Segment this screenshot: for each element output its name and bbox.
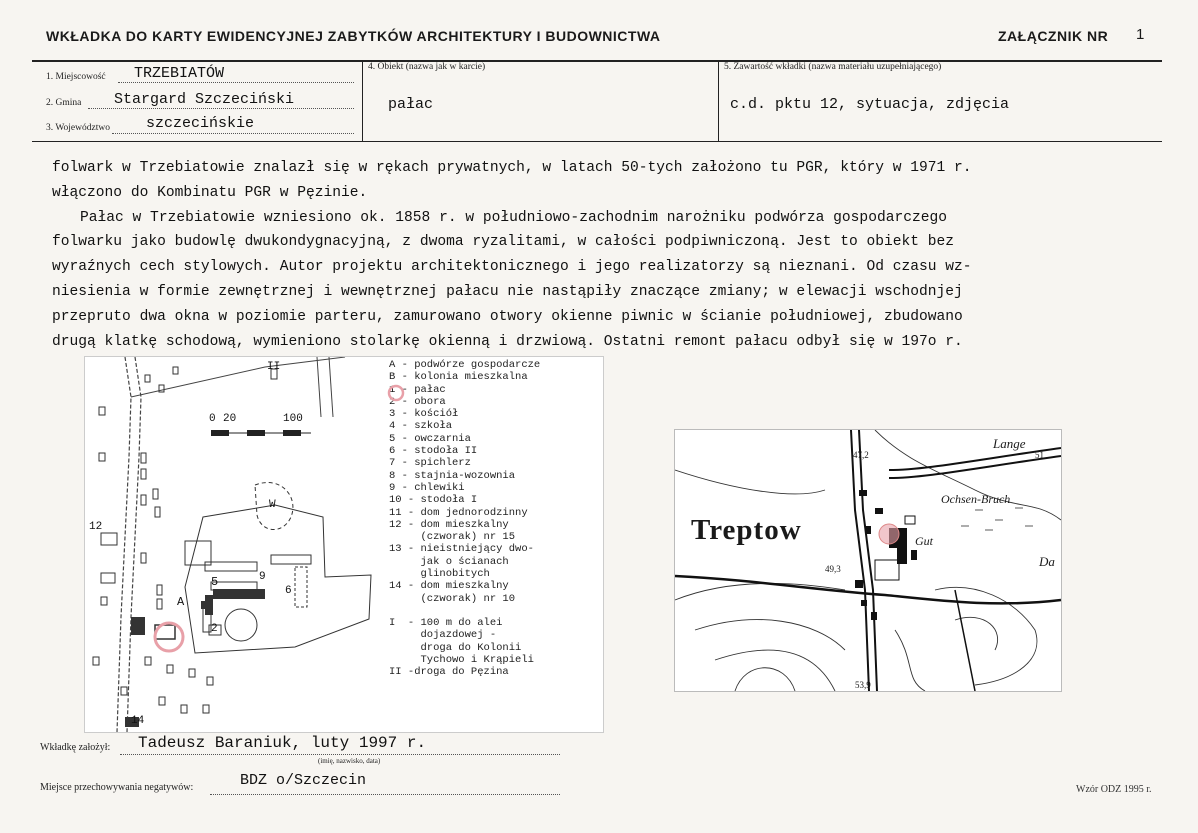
wojewodztwo-value: szczecińskie <box>146 115 255 132</box>
scale-label-20: 20 <box>223 413 237 425</box>
wojewodztwo-dots <box>112 133 354 134</box>
miejscowosc-dots <box>118 82 354 83</box>
miejscowosc-label: 1. Miejscowość <box>46 72 106 82</box>
legend-item: A - podwórze gospodarcze <box>389 359 541 371</box>
plan-mark-14: 14 <box>131 715 145 727</box>
plan-mark-6: 6 <box>285 585 292 597</box>
negatywy-dots <box>210 794 560 795</box>
form-version: Wzór ODZ 1995 r. <box>1076 784 1152 795</box>
plan-mark-9: 9 <box>259 571 266 583</box>
topo-gut-label: Gut <box>915 534 933 548</box>
legend-item: jak o ścianach <box>389 555 509 568</box>
attachment-number: 1 <box>1136 26 1145 43</box>
legend-item: 1 - pałac <box>389 383 446 396</box>
legend-item: 13 - nieistniejący dwo- <box>389 543 534 556</box>
legend-item: 6 - stodoła II <box>389 445 478 458</box>
legend-item <box>389 605 540 617</box>
legend-item: dojazdowej - <box>389 629 497 642</box>
header-rule <box>32 60 1162 62</box>
legend-item: (czworak) nr 10 <box>389 592 516 605</box>
topo-town-label: Treptow <box>691 514 802 546</box>
fields-bottom-rule <box>32 141 1162 142</box>
gmina-dots <box>88 108 354 109</box>
fields-divider-1 <box>362 61 363 141</box>
zalozyl-value: Tadeusz Baraniuk, luty 1997 r. <box>138 734 427 752</box>
legend-item: Tychowo i Krąpieli <box>389 653 534 666</box>
gmina-value: Stargard Szczeciński <box>114 91 295 108</box>
scale-label-0: 0 <box>209 413 216 425</box>
description-paragraph-2: Pałac w Trzebiatowie wzniesiono ok. 1858 r. w południowo-zachodnim narożniku podwórza gospodarczego folwarku jako budowlę dwukondygnacyjną, z dwoma ryzalitami, w całości podpiwniczoną. Jest to obiekt bez wyraźnych cech stylowych. Autor projektu architektonicznego i jego realizatorzy są nieznani. Od czasu wz- niesienia w formie zewnętrznej i wewnętrznej pałacu nie nastąpiły znaczące zmiany; w elewacji wschodnjej przepruto dwa okna w poziomie parteru, zamurowano otwory okienne piwnic w ścianie południowej, zbudowano drugą klatkę schodową, wymieniono stolarkę okienną i drzwiową. Ostatni remont pałacu odbył się w 197o r. <box>52 209 972 350</box>
topo-height-3: 53,9 <box>855 680 871 690</box>
zawartosc-value: c.d. pktu 12, sytuacja, zdjęcia <box>730 96 1010 113</box>
miejscowosc-value: TRZEBIATÓW <box>134 65 225 82</box>
legend-item: 5 - owczarnia <box>389 432 471 445</box>
legend-item: 2 - obora <box>389 395 446 408</box>
topo-ochsen-label: Ochsen-Bruch <box>941 492 1011 506</box>
legend-item: glinobitych <box>389 568 490 581</box>
attachment-label: ZAŁĄCZNIK NR <box>998 28 1109 44</box>
plan-mark-w: W <box>269 499 276 511</box>
plan-mark-a: A <box>177 595 185 609</box>
description-paragraph-1: folwark w Trzebiatowie znalazł się w rękach prywatnych, w latach 50-tych założono tu PGR, który w 1971 r. włączono do Kombinatu PGR w Pęzinie. <box>52 160 972 201</box>
obiekt-label: 4. Obiekt (nazwa jak w karcie) <box>368 62 486 72</box>
legend-item: droga do Kolonii <box>389 641 522 654</box>
legend-highlight <box>387 384 407 404</box>
fields-divider-2 <box>718 61 719 141</box>
legend-item: 10 - stodoła I <box>389 494 478 507</box>
form-title: WKŁADKA DO KARTY EWIDENCYJNEJ ZABYTKÓW ARCHITEKTURY I BUDOWNICTWA <box>46 28 661 44</box>
plan-legend <box>389 359 540 678</box>
plan-mark-5: 5 <box>211 575 219 589</box>
legend-item: 9 - chlewiki <box>389 481 465 494</box>
description-text <box>52 156 1132 354</box>
legend-item: 7 - spichlerz <box>389 457 471 470</box>
plan-mark-ii: II <box>267 361 281 373</box>
negatywy-value: BDZ o/Szczecin <box>240 772 367 789</box>
topographic-map-drawing <box>675 430 1061 691</box>
legend-item: 11 - dom jednorodzinny <box>389 506 528 519</box>
topographic-map <box>674 429 1062 692</box>
plan-mark-2: 2 <box>211 623 218 635</box>
topo-height-1: 47,2 <box>853 450 869 460</box>
obiekt-value: pałac <box>388 96 434 113</box>
wojewodztwo-label: 3. Województwo <box>46 123 110 133</box>
zalozyl-hint: (imię, nazwisko, data) <box>318 757 381 765</box>
legend-item: 12 - dom mieszkalny <box>389 518 509 531</box>
negatywy-label: Miejsce przechowywania negatywów: <box>40 782 194 793</box>
legend-item: I - 100 m do alei <box>389 616 503 629</box>
topo-height-4: 51 <box>1035 450 1044 460</box>
topo-height-2: 49,3 <box>825 564 841 574</box>
scale-label-100: 100 <box>283 413 303 425</box>
legend-item: 8 - stajnia-wozownia <box>389 469 516 482</box>
site-plan <box>84 356 604 733</box>
legend-item: B - kolonia mieszkalna <box>389 371 528 384</box>
zalozyl-label: Wkładkę założył: <box>40 742 111 753</box>
zalozyl-dots <box>120 754 560 755</box>
plan-mark-12: 12 <box>89 521 103 533</box>
legend-item: 3 - kościół <box>389 408 459 421</box>
legend-item: (czworak) nr 15 <box>389 531 516 544</box>
topo-da-label: Da <box>1039 554 1055 569</box>
topo-lange-label: Lange <box>993 436 1026 451</box>
gmina-label: 2. Gmina <box>46 98 82 108</box>
legend-item: 14 - dom mieszkalny <box>389 580 509 593</box>
zawartosc-label: 5. Zawartość wkładki (nazwa materiału uzupełniającego) <box>724 62 942 72</box>
legend-item: 4 - szkoła <box>389 420 453 433</box>
legend-item: II -droga do Pęzina <box>389 666 509 679</box>
